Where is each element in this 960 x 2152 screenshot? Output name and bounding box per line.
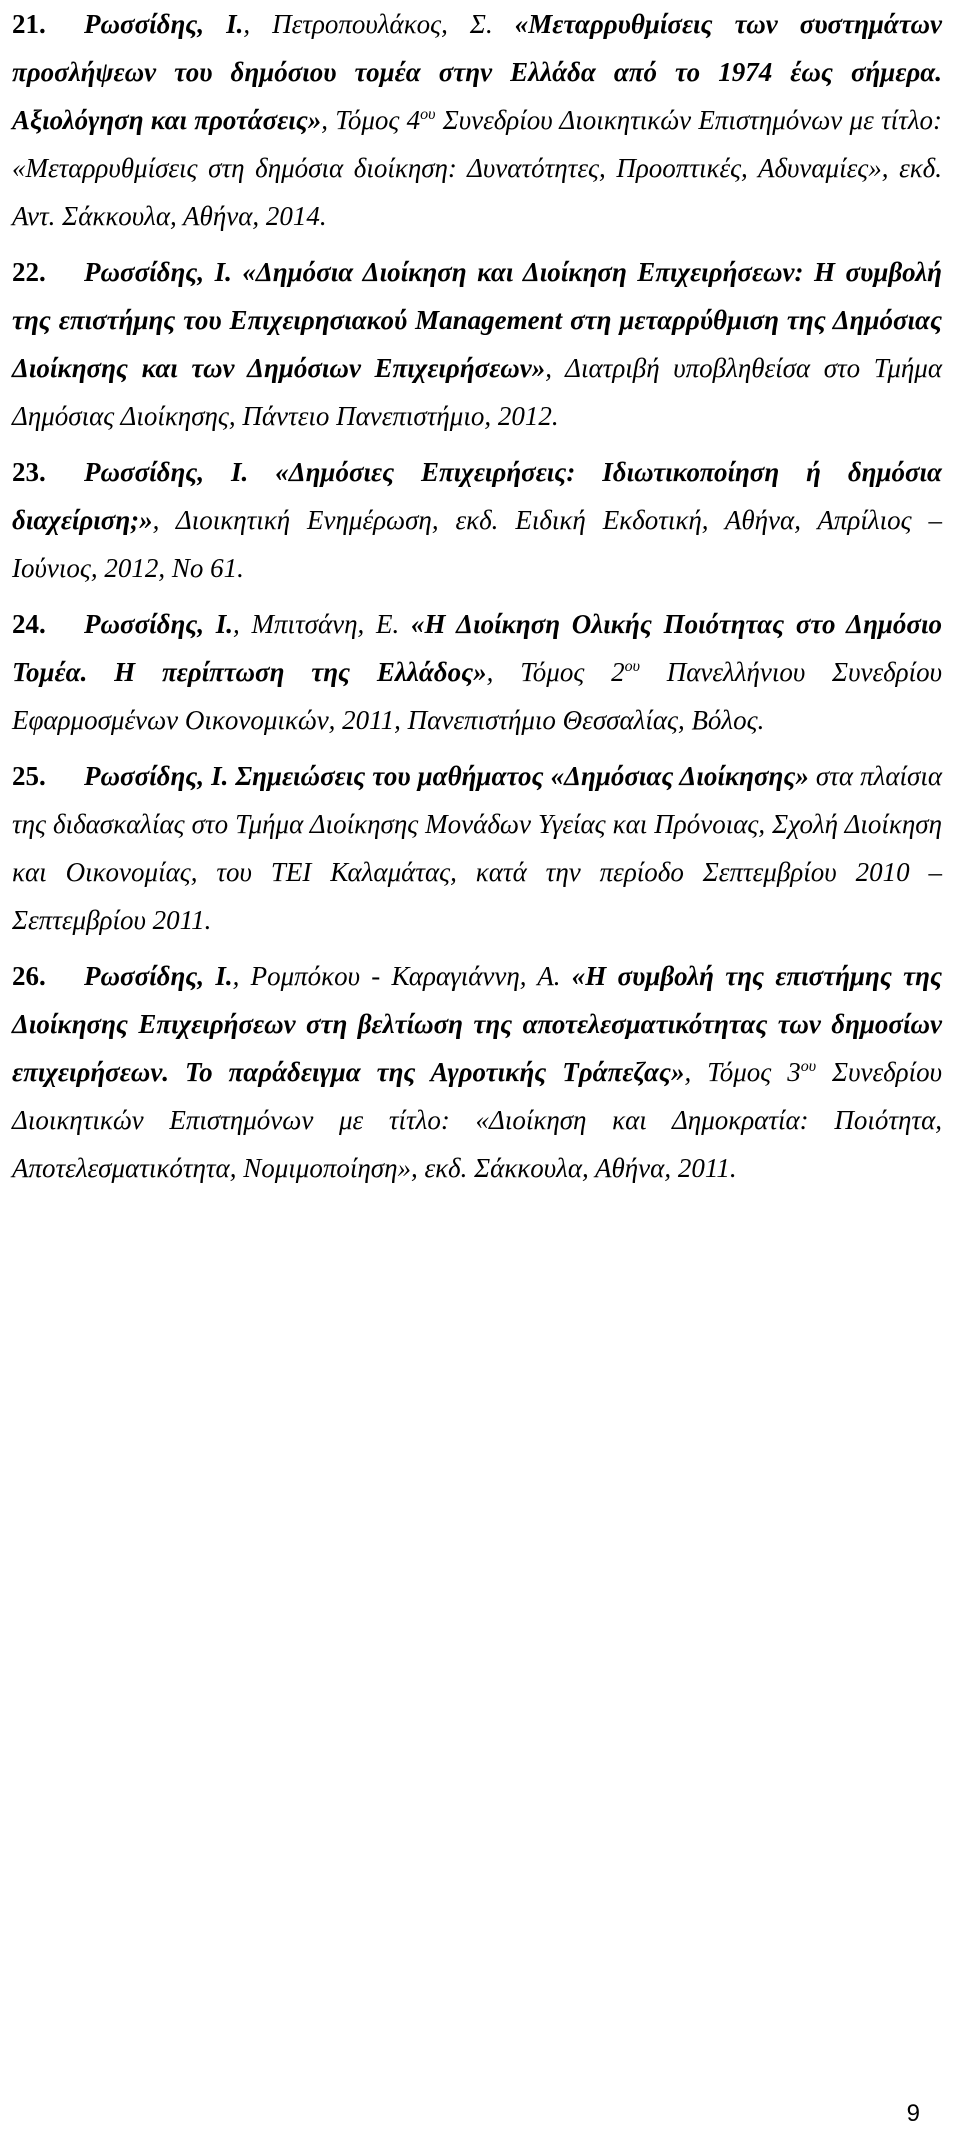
reference-item [12,248,942,440]
reference-coauthors: , Μπιτσάνη, Ε. [233,609,411,639]
reference-title: «Η Διοίκηση Ολικής Ποιότητας στο Δημόσιο Τομέα. Η περίπτωση της Ελλάδος» [12,609,942,687]
reference-number: 26. [12,961,46,991]
reference-details: , Διοικητική Ενημέρωση, εκδ. Ειδική Εκδοτική, Αθήνα, Απρίλιος – Ιούνιος, 2012, Νο 61. [12,505,942,583]
reference-ordinal: ου [420,106,436,123]
reference-author: Ρωσσίδης, Ι. [84,257,232,287]
reference-title: «Δημόσια Διοίκηση και Διοίκηση Επιχειρήσεων: Η συμβολή της επιστήμης του Επιχειρησιακού Management στη μεταρρύθμιση της Δημόσιας Διοίκησης και των Δημόσιων Επιχειρήσεων» [12,257,942,383]
reference-coauthors: , Ρομπόκου - Καραγιάννη, Α. [232,961,572,991]
reference-item [12,752,942,944]
reference-title: «Δημόσιες Επιχειρήσεις: Ιδιωτικοποίηση ή δημόσια διαχείριση;» [12,457,942,535]
reference-list [12,0,942,1200]
reference-details: στα πλαίσια της διδασκαλίας στο Τμήμα Διοίκησης Μονάδων Υγείας και Πρόνοιας, Σχολή Διοίκηση και Οικονομίας, του ΤΕΙ Καλαμάτας, κατά την περίοδο Σεπτεμβρίου 2010 – Σεπτεμβρίου 2011. [12,761,942,935]
reference-ordinal: ου [800,1058,817,1075]
reference-coauthors: , Πετροπουλάκος, Σ. [243,9,515,39]
reference-volume: , Τόμος 4 [321,105,421,135]
reference-author: Ρωσσίδης, Ι. [84,961,233,991]
reference-details: , Διατριβή υποβληθείσα στο Τμήμα Δημόσιας Διοίκησης, Πάντειο Πανεπιστήμιο, 2012. [12,353,942,431]
reference-title: «Η συμβολή της επιστήμης της Διοίκησης Επιχειρήσεων στη βελτίωση της αποτελεσματικότητας των δημοσίων επιχειρήσεων. Το παράδειγμα της Αγροτικής Τράπεζας» [12,961,942,1087]
reference-separator [248,457,275,487]
reference-number: 22. [12,257,46,287]
reference-number: 23. [12,457,46,487]
reference-author: Ρωσσίδης, Ι. [84,9,244,39]
reference-details: Συνεδρίου Διοικητικών Επιστημόνων με τίτλο: «Μεταρρυθμίσεις στη δημόσια διοίκηση: Δυνατότητες, Προοπτικές, Αδυναμίες», εκδ. Αντ. Σάκκουλα, Αθήνα, 2014. [12,105,942,231]
reference-details: Πανελλήνιου Συνεδρίου Εφαρμοσμένων Οικονομικών, 2011, Πανεπιστήμιο Θεσσαλίας, Βόλος. [12,657,942,735]
reference-item [12,952,942,1192]
reference-title: «Μεταρρυθμίσεις των συστημάτων προσλήψεων του δημόσιου τομέα στην Ελλάδα από το 1974 έως σήμερα. Αξιολόγηση και προτάσεις» [12,9,942,135]
reference-title: Σημειώσεις του μαθήματος «Δημόσιας Διοίκησης» [235,761,809,791]
reference-item [12,448,942,592]
reference-separator [232,257,243,287]
reference-author: Ρωσσίδης, Ι. [84,457,249,487]
reference-number: 21. [12,9,46,39]
reference-author: Ρωσσίδης, Ι. [84,609,234,639]
reference-details: Συνεδρίου Διοικητικών Επιστημόνων με τίτλο: «Διοίκηση και Δημοκρατία: Ποιότητα, Αποτελεσματικότητα, Νομιμοποίηση», εκδ. Σάκκουλα, Αθήνα, 2011. [12,1057,942,1183]
reference-volume: , Τόμος 2 [486,657,625,687]
reference-item [12,0,942,240]
reference-number: 25. [12,761,46,791]
page-number: 9 [906,2100,920,2127]
reference-author: Ρωσσίδης, Ι. [84,761,229,791]
reference-volume: , Τόμος 3 [684,1057,801,1087]
reference-ordinal: ου [624,658,640,675]
reference-item [12,600,942,744]
reference-number: 24. [12,609,46,639]
